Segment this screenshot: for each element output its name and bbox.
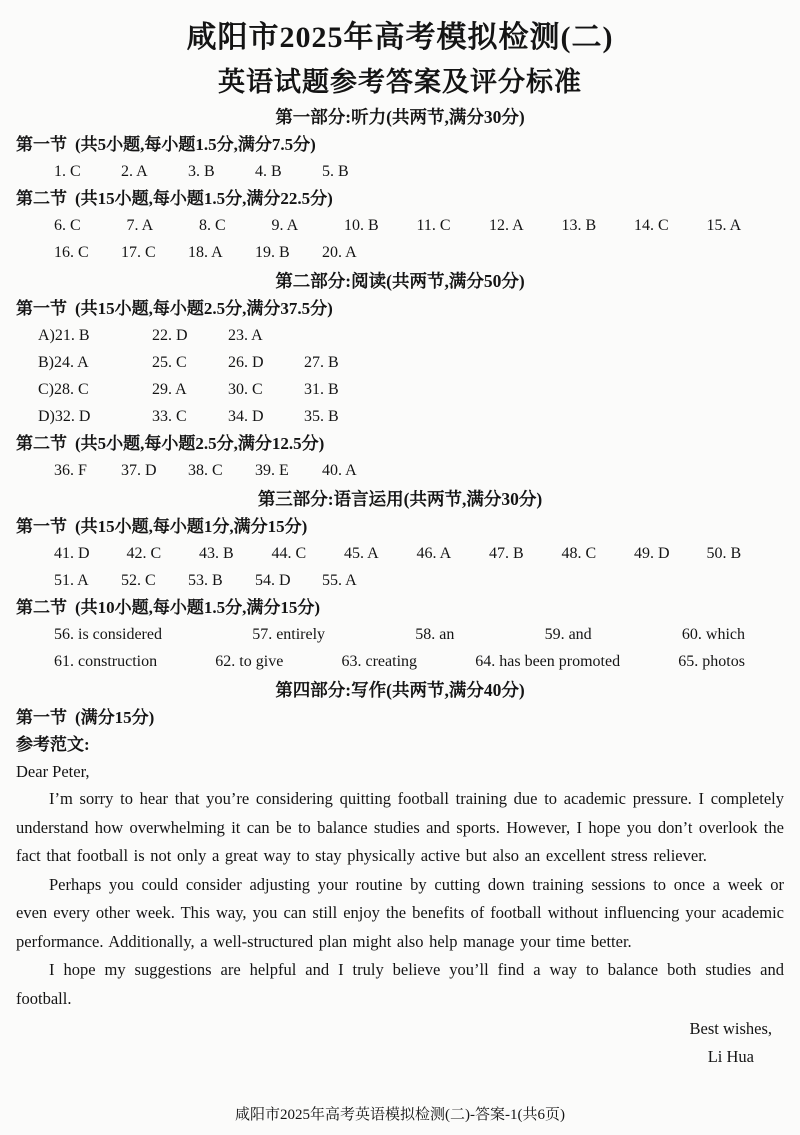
answer-item: 49. D [634,545,670,562]
answers-row-32-35 [16,403,784,430]
part3-heading: 第三部分:语言运用(共两节,满分30分) [257,489,543,509]
answers-row-28-31 [16,376,784,403]
section-desc: (共5小题,每小题1.5分,满分7.5分) [75,135,316,154]
answer-item: 25. C [152,354,187,371]
essay-paragraph-1: I’m sorry to hear that you’re considering quitting football training due to academic pressure. I completely understand how overwhelming it can be to balance studies and sports. However, I hope you don’t overlook the fact that football is not only a great way to stay physically active but also an excellent stress reliever. [16,789,784,865]
answer-item: 36. F [54,462,87,479]
section-desc: (共15小题,每小题2.5分,满分37.5分) [75,299,333,318]
answer-item: 51. A [54,572,89,589]
part2-heading: 第二部分:阅读(共两节,满分50分) [275,271,525,291]
answer-item: 7. A [126,217,154,234]
answer-item: 17. C [121,244,156,261]
section-label: 第一节 [16,299,67,318]
essay-paragraph-2: Perhaps you could consider adjusting your routine by cutting down training sessions to once a week or even every other week. This way, you can still enjoy the benefits of football without influencing your academic performance. Additionally, a well-structured plan might also help manage your time better. [16,874,784,951]
answers-row-24-27 [16,349,784,376]
part3-section1-heading [16,513,784,540]
answers-row-56-60 [16,621,784,648]
answer-item: 5. B [322,163,349,180]
answer-item: 8. C [199,217,226,234]
answer-item: 52. C [121,572,156,589]
answer-item: 47. B [489,545,524,562]
answer-item: 57. entirely [252,626,326,643]
answers-row-36-40 [16,457,784,484]
answers-row-16-20 [16,239,784,266]
answer-item: 61. construction [54,653,158,670]
answer-item: 63. creating [341,653,418,670]
answer-item: 31. B [304,381,339,398]
part4-section1-heading [16,704,784,731]
answer-item: 1. C [54,163,81,180]
answer-item: 56. is considered [54,626,162,643]
answer-item: 62. to give [215,653,284,670]
answer-item: 55. A [322,572,357,589]
answer-item: 27. B [304,354,339,371]
answer-item: 9. A [271,217,299,234]
answer-item: 3. B [188,163,215,180]
answer-item: 6. C [54,217,81,234]
answer-item: 2. A [121,163,148,180]
answers-row-51-55 [16,567,784,594]
page-title: 咸阳市2025年高考模拟检测(二) [186,21,614,54]
answer-item: 64. has been promoted [475,653,621,670]
answer-item: 19. B [255,244,290,261]
answer-item: 53. B [188,572,223,589]
answer-item: 43. B [199,545,234,562]
essay-signature: Li Hua [707,1047,754,1066]
answer-item: 50. B [706,545,742,562]
answer-item: 40. A [322,462,357,479]
answers-row-61-65 [16,648,784,675]
answer-item: 37. D [121,462,157,479]
answers-row-1-5 [16,158,784,185]
answer-item: 15. A [706,217,742,234]
answer-item: 48. C [561,545,597,562]
answer-item: 29. A [152,381,187,398]
answer-item: 14. C [634,217,669,234]
part2-section2-heading [16,430,784,457]
answer-item: 30. C [228,381,263,398]
answer-item: 11. C [416,217,451,234]
section-desc: (共15小题,每小题1分,满分15分) [75,517,308,536]
part1-section1-heading [16,131,784,158]
answer-item: 13. B [561,217,597,234]
section-label: 第一节 [16,517,67,536]
answers-row-21-23 [16,322,784,349]
section-label: 第一节 [16,135,67,154]
answer-item: B)24. A [38,354,89,371]
section-label: 第一节 [16,708,67,727]
part1-heading: 第一部分:听力(共两节,满分30分) [275,107,525,127]
answer-item: D)32. D [38,408,91,425]
answer-item: 35. B [304,408,339,425]
part1-section2-heading [16,185,784,212]
answer-item: 12. A [489,217,524,234]
section-label: 第二节 [16,434,67,453]
part2-section1-heading [16,295,784,322]
answer-item: 26. D [228,354,264,371]
section-desc: (共5小题,每小题2.5分,满分12.5分) [75,434,325,453]
answer-item: 38. C [188,462,223,479]
answers-row-41-50 [16,540,784,567]
section-desc: (共15小题,每小题1.5分,满分22.5分) [75,189,333,208]
answer-item: 22. D [152,327,188,344]
answer-item: 18. A [188,244,223,261]
page-footer: 咸阳市2025年高考英语模拟检测(二)-答案-1(共6页) [235,1107,565,1123]
model-essay-label: 参考范文: [16,735,90,754]
answer-item: 54. D [255,572,291,589]
answer-item: A)21. B [38,327,90,344]
answer-item: 33. C [152,408,187,425]
answer-item: 34. D [228,408,264,425]
answer-item: C)28. C [38,381,89,398]
answer-item: 4. B [255,163,282,180]
part3-section2-heading [16,594,784,621]
section-label: 第二节 [16,598,67,617]
answer-item: 60. which [681,626,745,643]
answer-item: 10. B [344,217,379,234]
essay-salutation: Dear Peter, [16,762,90,781]
answer-item: 39. E [255,462,289,479]
answer-item: 46. A [416,545,452,562]
answer-item: 16. C [54,244,89,261]
page-subtitle: 英语试题参考答案及评分标准 [218,67,582,97]
answer-item: 44. C [271,545,307,562]
answer-item: 41. D [54,545,90,562]
answer-item: 23. A [228,327,263,344]
section-label: 第二节 [16,189,67,208]
section-desc: (满分15分) [75,708,155,727]
answer-item: 45. A [344,545,379,562]
answer-item: 20. A [322,244,357,261]
answer-item: 59. and [544,626,592,643]
answers-row-6-15 [16,212,784,239]
part4-heading: 第四部分:写作(共两节,满分40分) [275,680,525,700]
section-desc: (共10小题,每小题1.5分,满分15分) [75,598,321,617]
answer-item: 42. C [126,545,162,562]
answer-item: 58. an [415,626,455,643]
essay-paragraph-3: I hope my suggestions are helpful and I truly believe you’ll find a way to balance both studies and football. [16,960,784,1008]
essay-closing: Best wishes, [689,1019,772,1038]
answer-item: 65. photos [678,653,745,670]
